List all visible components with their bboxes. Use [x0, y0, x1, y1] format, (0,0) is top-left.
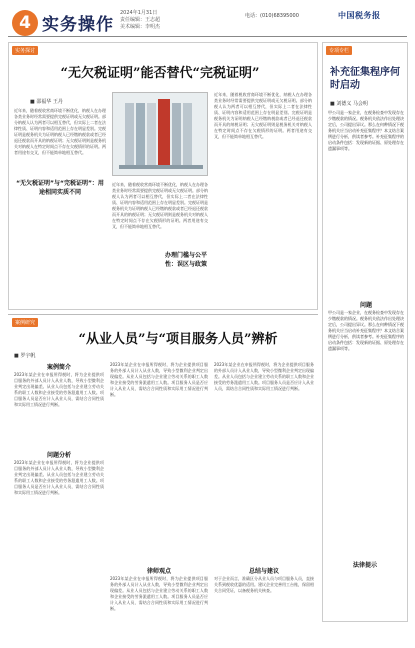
article2-subhead2: 问题分析 — [46, 452, 71, 459]
article1-subhead1: “无欠税证明”与“完税证明”：用途相同实质不同 — [16, 180, 104, 196]
section-title: 实务操作 — [42, 15, 114, 35]
article2-subhead5: 法律提示 — [352, 562, 377, 569]
newspaper-logo: 中国税务报 — [338, 10, 381, 20]
sidebar-byline: ■ 刘德义 马会明 — [330, 101, 368, 107]
article2-byline: ■ 罗宇帆 — [14, 353, 36, 359]
article2-tag: 案例研究 — [12, 318, 38, 327]
article2-title: “从业人员”与“项目服务人员”辨析 — [78, 332, 278, 347]
page-number-badge: 4 — [12, 10, 38, 36]
books-icon — [113, 93, 209, 177]
article2-col2a: 2023年某企业在申报所得税时，将为企业提供项目服务的外部人员计入从业人数，导致小型微利企业判定出现偏差。从业人员包括与企业建立劳动关系的职工人数和企业接受的劳务派遣用工人数。项目服务人员是否应计入从业人员，需结合合同性质和实际用工情况进行判断。 — [110, 362, 208, 397]
article1-col2: 近年来，随着税收营商环境不断优化，纳税人在办理各类业务时经常需要提供完税证明或无欠税证明。部分纳税人认为两者可以相互替代，但实际上二者在法律性质、证明内容和适用范围上存在明显差别。完税证明是税务机关为证明纳税人已经缴纳税款或者已经退还税款而开具的纳税证明；无欠税证明则是税务机关对纳税人在特定时间点不存在欠税情形的证明。两者用途有交叉，但不能简单地相互替代。 — [112, 182, 208, 229]
article1-col3: 近年来，随着税收营商环境不断优化，纳税人在办理各类业务时经常需要提供完税证明或无欠税证明。部分纳税人认为两者可以相互替代，但实际上二者在法律性质、证明内容和适用范围上存在明显差别。完税证明是税务机关为证明纳税人已经缴纳税款或者已经退还税款而开具的纳税证明；无欠税证明则是税务机关对纳税人在特定时间点不存在欠税情形的证明。两者用途有交叉，但不能简单地相互替代。 — [214, 92, 312, 139]
article2-col1a: 2023年某企业在申报所得税时，将为企业提供项目服务的外部人员计入从业人数，导致小型微利企业判定出现偏差。从业人员包括与企业建立劳动关系的职工人数和企业接受的劳务派遣用工人数。项目服务人员是否应计入从业人员，需结合合同性质和实际用工情况进行判断。 — [14, 372, 104, 407]
article2-col3a: 2023年某企业在申报所得税时，将为企业提供项目服务的外部人员计入从业人数，导致小型微利企业判定出现偏差。从业人员包括与企业建立劳动关系的职工人数和企业接受的劳务派遣用工人数。项目服务人员是否应计入从业人员，需结合合同性质和实际用工情况进行判断。 — [214, 362, 314, 391]
sidebar-body-2: 甲公司是一家企业，在税务检查中发现存在少缴税款的情况。税务机关依法作出处理决定后，公司提出异议。那么在何种情况下税务机关应当启动补充征集程序？本文结合案例进行分析，供读者参考。补充征集程序的启动条件包括：发现新的证据、原处理存在遗漏事项等。 — [328, 310, 404, 351]
article1-byline: ■ 邵福华 王丹 — [30, 99, 63, 105]
sidebar-subhead: 问题 — [359, 302, 372, 309]
article2-subhead3: 总结与建议 — [248, 568, 279, 575]
article2-subhead1: 案例简介 — [46, 364, 71, 371]
designer-line: 美术编辑：李明杰 — [120, 24, 161, 30]
article1-subhead2: 办理门槛与公平性：误区与政策 — [164, 252, 207, 268]
article2-col1b: 2023年某企业在申报所得税时，将为企业提供项目服务的外部人员计入从业人数，导致小型微利企业判定出现偏差。从业人员包括与企业建立劳动关系的职工人数和企业接受的劳务派遣用工人数。项目服务人员是否应计入从业人员，需结合合同性质和实际用工情况进行判断。 — [14, 460, 104, 495]
article1-col1: 近年来，随着税收营商环境不断优化，纳税人在办理各类业务时经常需要提供完税证明或无欠税证明。部分纳税人认为两者可以相互替代，但实际上二者在法律性质、证明内容和适用范围上存在明显差别。完税证明是税务机关为证明纳税人已经缴纳税款或者已经退还税款而开具的纳税证明；无欠税证明则是税务机关对纳税人在特定时间点不存在欠税情形的证明。两者用途有交叉，但不能简单地相互替代。 — [14, 108, 106, 155]
header-divider — [8, 36, 407, 37]
editor-line: 责任编辑：王志超 — [120, 17, 161, 23]
article2-subhead4: 律师观点 — [146, 568, 171, 575]
article-divider — [8, 314, 318, 315]
article1-title: “无欠税证明”能否替代“完税证明” — [60, 66, 260, 81]
issue-date: 2024年1月31日 — [120, 10, 158, 16]
article2-col2b: 2023年某企业在申报所得税时，将为企业提供项目服务的外部人员计入从业人数，导致小型微利企业判定出现偏差。从业人员包括与企业建立劳动关系的职工人数和企业接受的劳务派遣用工人数。项目服务人员是否应计入从业人员，需结合合同性质和实际用工情况进行判断。 — [110, 576, 208, 611]
sidebar-body: 甲公司是一家企业，在税务检查中发现存在少缴税款的情况。税务机关依法作出处理决定后，公司提出异议。那么在何种情况下税务机关应当启动补充征集程序？本文结合案例进行分析，供读者参考。补充征集程序的启动条件包括：发现新的证据、原处理存在遗漏事项等。 — [328, 110, 404, 151]
sidebar-tag: 专项专栏 — [326, 46, 352, 55]
sidebar-title: 补充征集程序何时启动 — [330, 67, 400, 91]
book-illustration — [112, 92, 208, 176]
article1-tag: 实务探讨 — [12, 46, 38, 55]
article2-col3b: 对于企业而言，准确区分从业人员与项目服务人员，直接关系到税收优惠的适用。建议企业完善用工台账，保留相关合同凭证，以备税务机关核查。 — [214, 576, 314, 593]
contact-info: 电话：(010)68395000 — [245, 13, 299, 19]
